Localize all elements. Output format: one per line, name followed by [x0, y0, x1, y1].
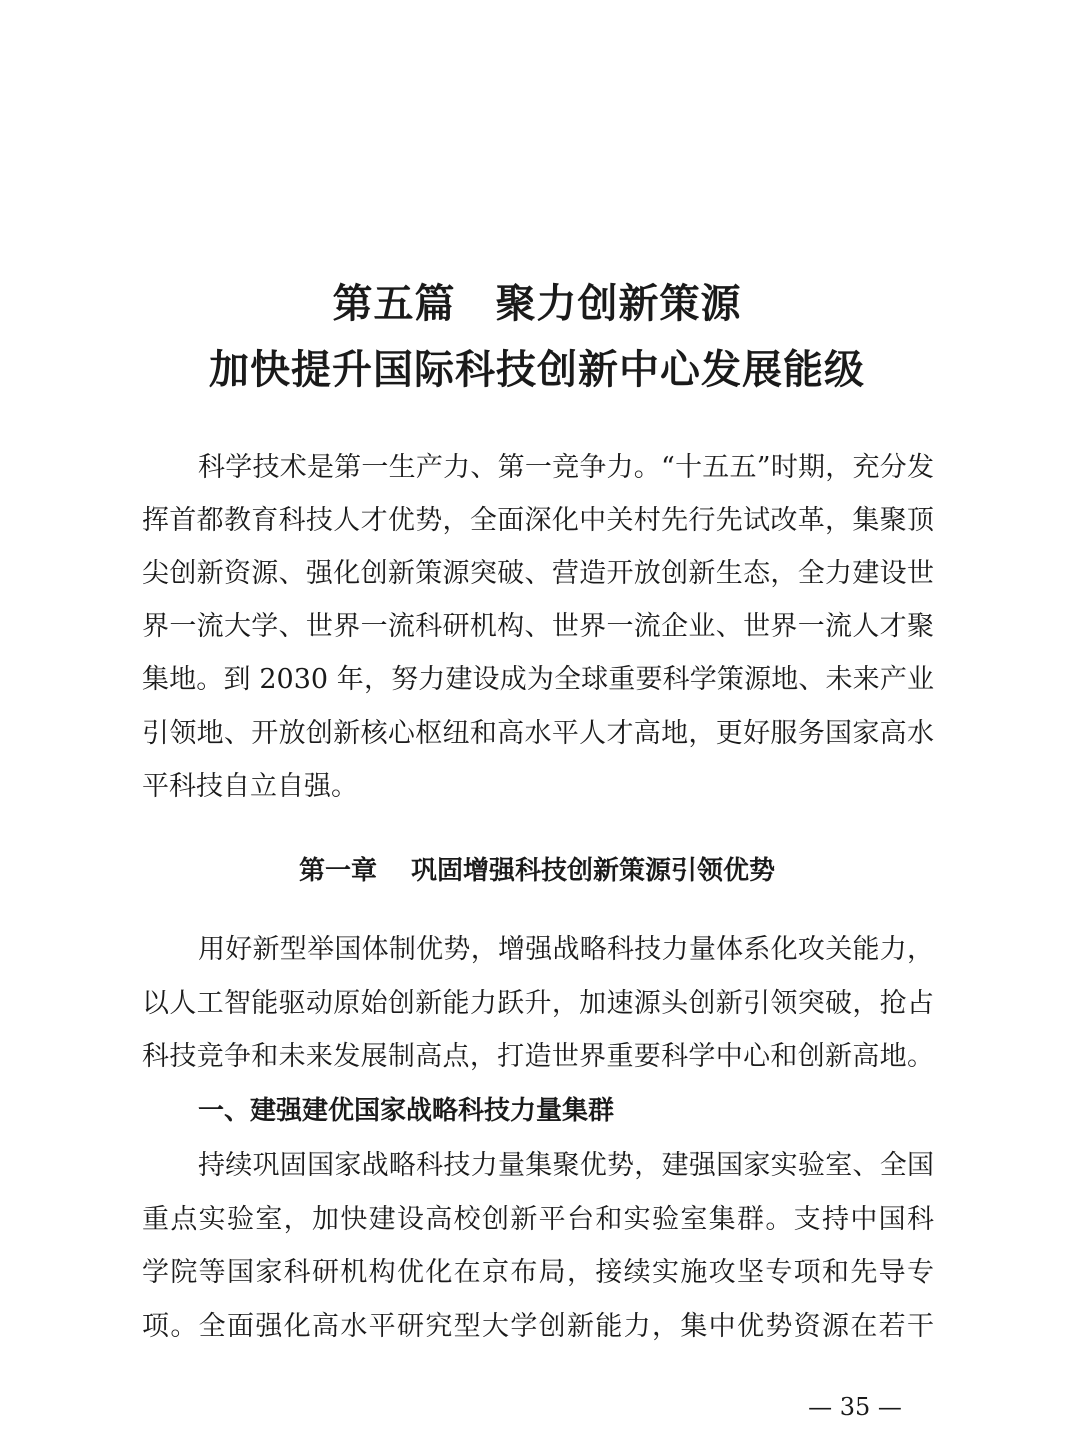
chapter-line-1: 用好新型举国体制优势，增强战略科技力量体系化攻关能力， [198, 934, 934, 965]
section-heading: 一、建强建优国家战略科技力量集群 [198, 1096, 615, 1126]
part-subtitle: 加快提升国际科技创新中心发展能级 [209, 346, 865, 393]
intro-line-1: 科学技术是第一生产力、第一竞争力。“十五五”时期，充分发 [198, 452, 934, 483]
section-line-2: 重点实验室，加快建设高校创新平台和实验室集群。支持中国科 [142, 1204, 934, 1235]
section-line-3: 学院等国家科研机构优化在京布局，接续实施攻坚专项和先导专 [142, 1257, 934, 1288]
chapter-number: 第一章 [298, 856, 377, 886]
intro-line-4: 界一流大学、世界一流科研机构、世界一流企业、世界一流人才聚 [142, 611, 934, 642]
section-line-1: 持续巩固国家战略科技力量集聚优势，建强国家实验室、全国 [198, 1150, 934, 1181]
intro-line-2: 挥首都教育科技人才优势，全面深化中关村先行先试改革，集聚顶 [142, 505, 934, 536]
intro-line-5: 集地。到 2030 年，努力建设成为全球重要科学策源地、未来产业 [142, 664, 934, 695]
chapter-line-2: 以人工智能驱动原始创新能力跃升，加速源头创新引领突破，抢占 [142, 988, 934, 1019]
section-line-4: 项。全面强化高水平研究型大学创新能力，集中优势资源在若干 [142, 1311, 934, 1342]
part-title-prefix: 第五篇 [332, 280, 456, 327]
chapter-heading [0, 854, 1074, 888]
chapter-line-3: 科技竞争和未来发展制高点，打造世界重要科学中心和创新高地。 [142, 1041, 934, 1072]
chapter-title: 巩固增强科技创新策源引领优势 [411, 856, 776, 886]
intro-line-6: 引领地、开放创新核心枢纽和高水平人才高地，更好服务国家高水 [142, 718, 934, 749]
page-number: — 35 — [808, 1393, 902, 1421]
intro-line-7: 平科技自立自强。 [142, 771, 358, 802]
intro-line-3: 尖创新资源、强化创新策源突破、营造开放创新生态，全力建设世 [142, 558, 934, 589]
part-title-main: 聚力创新策源 [495, 280, 742, 327]
part-title [0, 280, 1074, 328]
